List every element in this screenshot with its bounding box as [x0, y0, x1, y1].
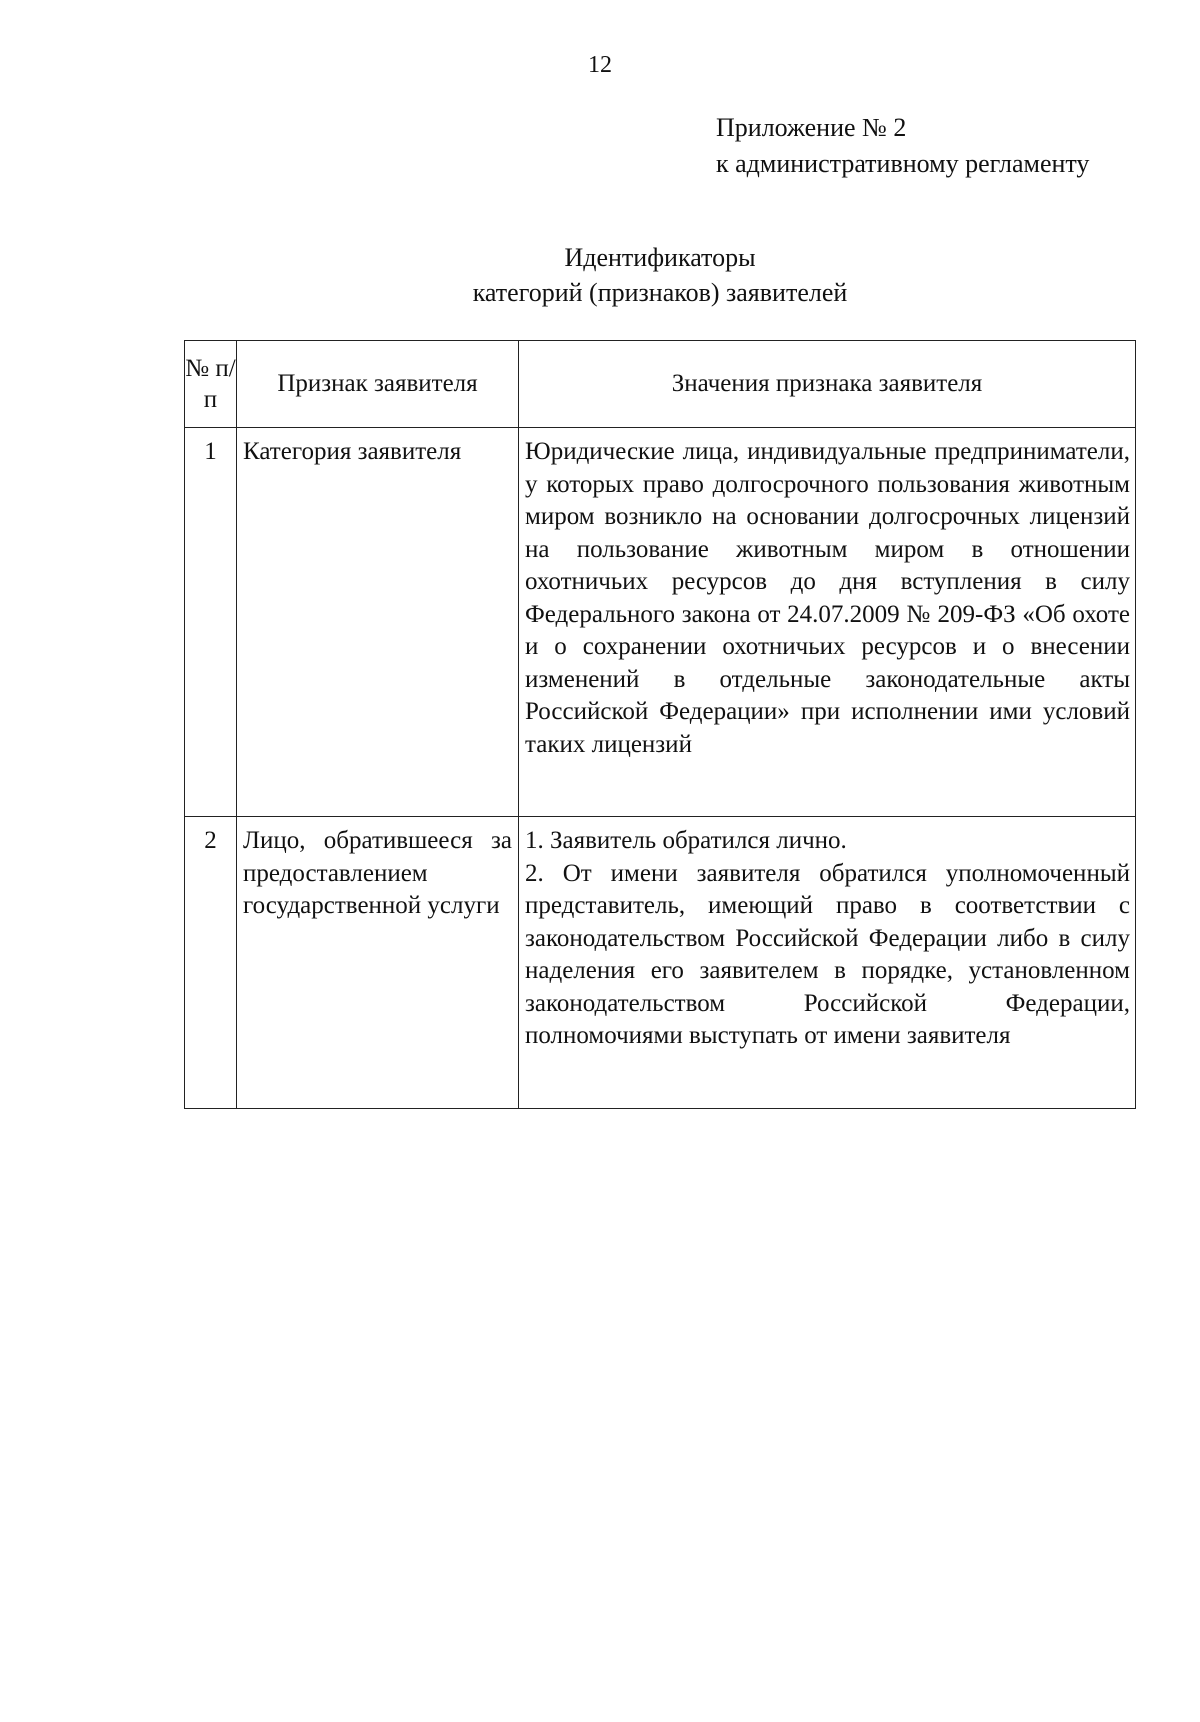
document-title	[0, 240, 1200, 310]
table-row	[185, 817, 1136, 1109]
row-1-value-1: Юридические лица, индивидуальные предприниматели, у которых право долгосрочного пользования животным миром возникло на основании долгосрочных лицензий на пользование животным миром в отношении охотничьих ресурсов до дня вступления в силу Федерального закона от 24.07.2009 № 209-ФЗ «Об охоте и о сохранении охотничьих ресурсов и о внесении изменений в отдельные законодательные акты Российской Федерации» при исполнении ими условий таких лицензий	[525, 438, 1130, 758]
document-title-line-1: Идентификаторы	[564, 243, 756, 272]
appendix-subtitle: к административному регламенту	[716, 149, 1090, 178]
appendix-title: Приложение № 2	[716, 113, 907, 142]
header-values: Значения признака заявителя	[519, 341, 1136, 428]
row-1-sign: Категория заявителя	[237, 428, 519, 817]
header-sign: Признак заявителя	[237, 341, 519, 428]
row-1-number: 1	[185, 428, 237, 817]
header-number: № п/п	[185, 341, 237, 428]
appendix-note	[716, 110, 1089, 182]
table-header-row	[185, 341, 1136, 428]
applicant-identifiers-table-container	[184, 340, 1135, 1109]
row-2-number: 2	[185, 817, 237, 1109]
applicant-identifiers-table	[184, 340, 1136, 1109]
row-1-values	[519, 428, 1136, 817]
row-2-value-1: 1. Заявитель обратился лично.	[525, 827, 847, 854]
row-2-values	[519, 817, 1136, 1109]
table-row	[185, 428, 1136, 817]
row-2-sign: Лицо, обратившееся за предоставлением государственной услуги	[237, 817, 519, 1109]
row-2-value-2: 2. От имени заявителя обратился уполномоченный представитель, имеющий право в соответствии с законодательством Российской Федерации либо в силу наделения его заявителем в порядке, установленном законодательством Российской Федерации, полномочиями выступать от имени заявителя	[525, 859, 1130, 1049]
document-title-line-2: категорий (признаков) заявителей	[472, 278, 848, 307]
page-number: 12	[588, 52, 612, 78]
